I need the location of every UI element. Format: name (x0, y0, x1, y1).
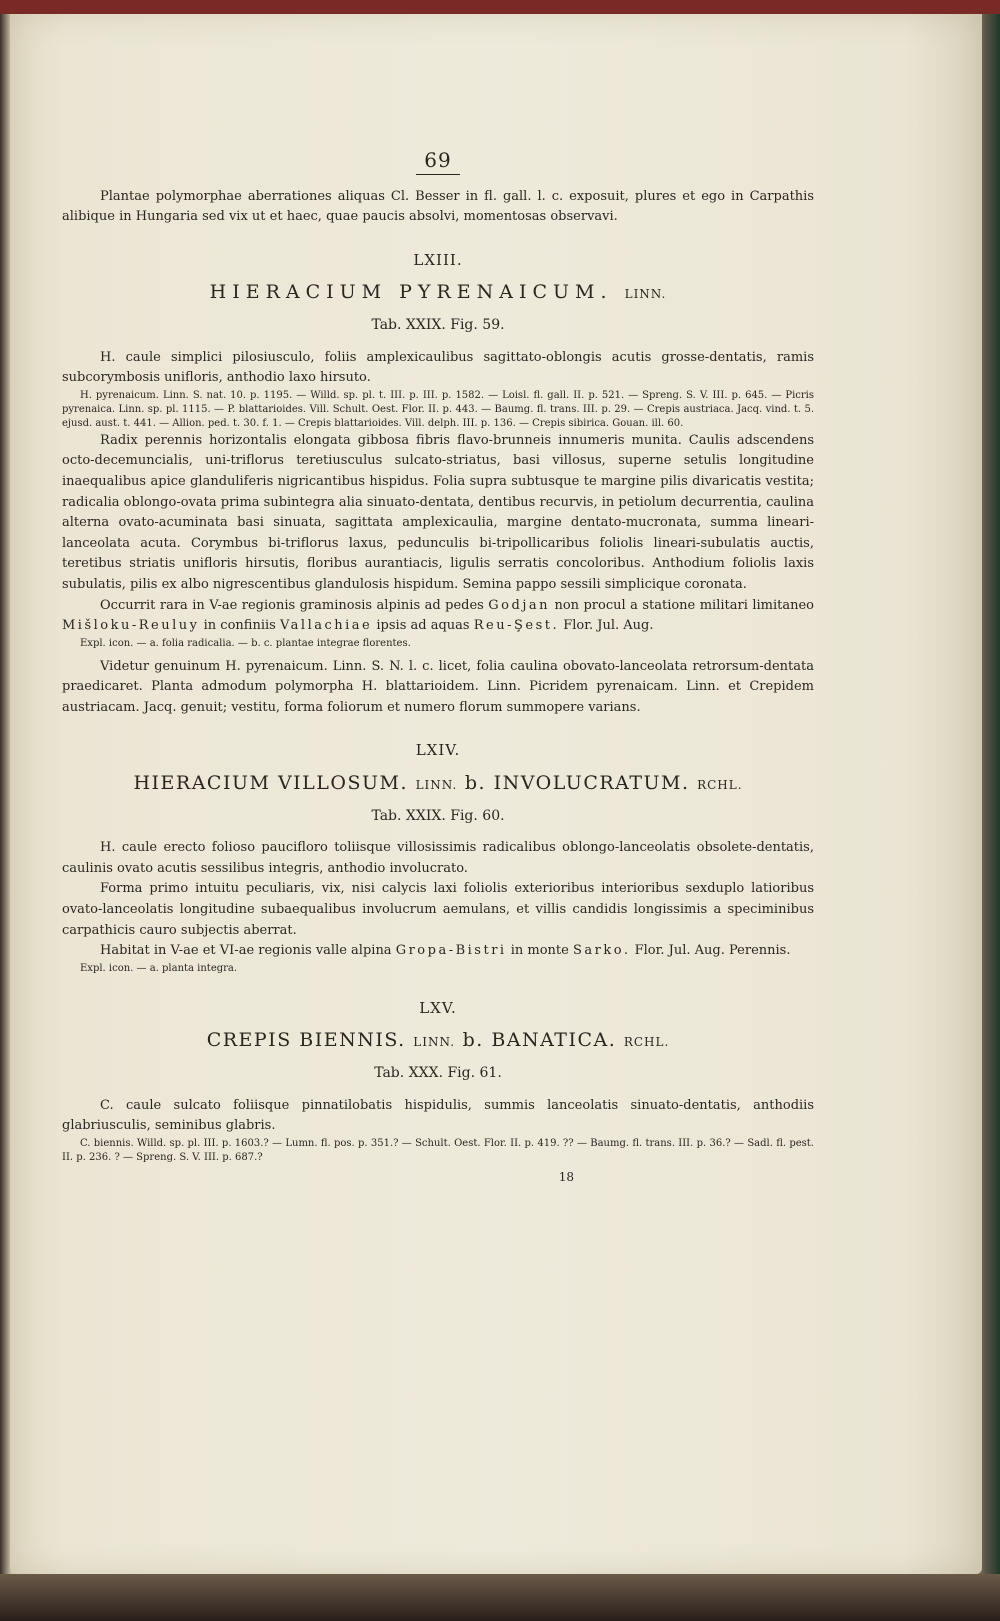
signature-mark: 18 (558, 1169, 574, 1184)
section-63-diagnosis: H. caule simplici pilosiusculo, foliis amplexicaulibus sagittato-oblongis acutis grosse-dentatis, ramis subcorymbosis unifloris, anthodio laxo hirsuto. (62, 349, 814, 386)
section-65-diagnosis: C. caule sulcato foliisque pinnatilobatis hispidulis, summis lanceolatis sinuato-dentatis, anthodiis glabriusculis, seminibus glabris. (62, 1097, 814, 1134)
section-64-plate: Tab. XXIX. Fig. 60. (371, 807, 505, 824)
section-64-number: LXIV. (415, 741, 461, 760)
page-text (62, 150, 814, 1187)
section-63-habitat: Occurrit rara in V-ae regionis graminosis alpinis ad pedes Godjan non procul a statione militari limitaneo Mišloku-Reuluy in confiniis Vallachiae ipsis ad aquas Reu-Şest. Flor. Jul. Aug. (62, 597, 814, 634)
section-65-plate: Tab. XXX. Fig. 61. (374, 1065, 502, 1081)
section-64-title: HIERACIUM VILLOSUM. LINN. b. INVOLUCRATUM. RCHL. (133, 772, 743, 795)
intro-paragraph: Plantae polymorphae aberrationes aliquas Cl. Besser in fl. gall. l. c. exposuit, plures et ego in Carpathis alibique in Hungaria sed vix ut et haec, quae paucis absolvi, momentosas observavi. (62, 188, 814, 225)
section-65-number: LXV. (419, 998, 457, 1017)
section-63-note: Videtur genuinum H. pyrenaicum. Linn. S. N. l. c. licet, folia caulina obovato-lanceolata retrorsum-dentata praedicaret. Planta admodum polymorpha H. blattarioidem. Linn. Picridem pyrenaicam. Linn. et Crepidem austriacam. Jacq. genuit; vestitu, forma foliorum et numero florum summopere varians. (62, 658, 814, 715)
section-65-title: CREPIS BIENNIS. LINN. b. BANATICA. RCHL. (206, 1029, 670, 1052)
section-63-title: HIERACIUM PYRENAICUM. LINN. (209, 281, 667, 304)
section-64-habitat: Habitat in V-ae et VI-ae regionis valle alpina Gropa-Bistri in monte Sarko. Flor. Jul. Aug. Perennis. (100, 943, 791, 959)
section-63-description: Radix perennis horizontalis elongata gibbosa fibris flavo-brunneis innumeris munita. Caulis adscendens octo-decemuncialis, uni-triflorus teretiusculus sulcato-striatus, basi villosus, superne setulis longitudine inaequalibus apice glanduliferis nigricantibus hispidus. Folia supra subtusque te margine pilis divaricatis vestita; radicalia oblongo-ovata prima subintegra alia sinuato-dentata, dentibus recurvis, in petiolum decurrentia, caulina alterna ovato-acuminata basi sinuata, sagittata amplexicaulia, margine dentato-mucronata, summa lineari-lanceolata acuta. Corymbus bi-triflorus laxus, pedunculis bi-tripollicaribus foliolis lineari-subulatis auctis, teretibus striatis unifloris hirsutis, floribus aurantiacis, ligulis serratis concoloribus. Anthodium foliolis laxis subulatis, pilis ex albo nigrescentibus glandulosis hispidum. Semina pappo sessili simplicique coronata. (62, 432, 814, 592)
section-63-plate: Tab. XXIX. Fig. 59. (371, 316, 505, 333)
bottom-background (0, 1574, 1000, 1621)
section-65-synonyms: C. biennis. Willd. sp. pl. III. p. 1603.? — Lumn. fl. pos. p. 351.? — Schult. Oest. Flor. II. p. 419. ?? — Baumg. fl. trans. III. p. 36.? — Sadl. fl. pest. II. p. 236. ? — Spreng. S. V. III. p. 687.? (62, 1137, 814, 1163)
section-63-explanation: Expl. icon. — a. folia radicalia. — b. c. plantae integrae florentes. (80, 637, 411, 649)
section-64-explanation: Expl. icon. — a. planta integra. (80, 962, 238, 974)
binding-strip (0, 0, 1000, 14)
section-64-diagnosis: H. caule erecto folioso paucifloro toliisque villosissimis radicalibus oblongo-lanceolatis obsolete-dentatis, caulinis ovato acutis sessilibus integris, anthodio involucrato. (62, 840, 814, 876)
section-63-number: LXIII. (413, 250, 463, 269)
section-63-synonyms: H. pyrenaicum. Linn. S. nat. 10. p. 1195. — Willd. sp. pl. t. III. p. III. p. 1582. — Loisl. fl. gall. II. p. 521. — Spreng. S. V. III. p. 645. — Picris pyrenaica. Linn. sp. pl. 1115. — P. blattarioides. Vill. Schult. Oest. Flor. II. p. 443. — Baumg. fl. trans. III. p. 29. — Crepis austriaca. Jacq. vind. t. 5. ejusd. aust. t. 441. — Allion. ped. t. 30. f. 1. — Crepis blattarioides. Vill. delph. III. p. 136. — Crepis sibirica. Gouan. ill. 60. (62, 389, 814, 429)
section-64-description: Forma primo intuitu peculiaris, vix, nisi calycis laxi foliolis exterioribus interioribus sexduplo latioribus ovato-lanceolatis longitudine subaequalibus involucrum aemulans, et villis candidis longissimis a speciminibus carpathicis cauro subjectis aberrat. (62, 881, 814, 938)
page-number: 69 (62, 150, 814, 171)
